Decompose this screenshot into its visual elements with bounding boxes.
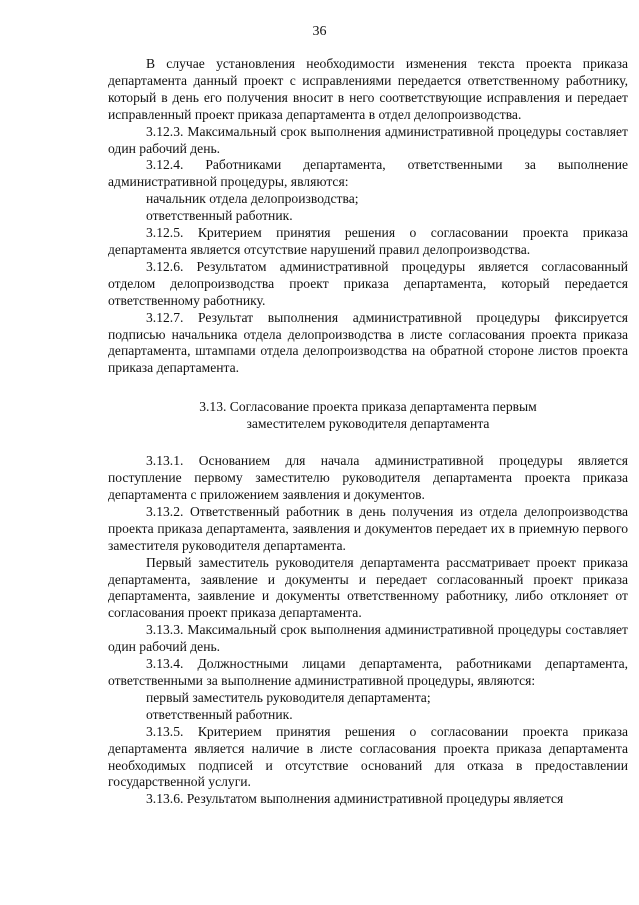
paragraph: Первый заместитель руководителя департамента рассматривает проект приказа департамента, заявление и документы и передает согласованный проект приказа департамента, заявление и документы ответственному работнику, либо отклоняет от согласования проект приказа департамента. — [108, 554, 628, 621]
paragraph: 3.13.2. Ответственный работник в день получения из отдела делопроизводства проекта приказа департамента, заявления и документов передает их в приемную первого заместителя руководителя департамента. — [108, 503, 628, 553]
paragraph: 3.12.5. Критерием принятия решения о согласовании проекта приказа департамента является отсутствие нарушений правил делопроизводства. — [108, 225, 628, 257]
paragraph: 3.12.6. Результатом административной процедуры является согласованный отделом делопроизводства проект приказа департамента, который передается ответственному работнику. — [108, 258, 628, 308]
paragraph: В случае установления необходимости изменения текста проекта приказа департамента данный проект с исправлениями передается ответственному работнику, который в день его получения вносит в него соответствующие исправления и передает исправленный проект приказа департамента в отдел делопроизводства. — [108, 56, 628, 122]
paragraph: 3.12.3. Максимальный срок выполнения административной процедуры составляет один рабочий день. — [108, 123, 628, 156]
paragraph: 3.13.3. Максимальный срок выполнения административной процедуры составляет один рабочий день. — [108, 622, 628, 655]
list-item: начальник отдела делопроизводства; — [146, 191, 359, 207]
paragraph: 3.13.5. Критерием принятия решения о согласовании проекта приказа департамента является наличие в листе согласования проекта приказа департамента необходимых подписей и отсутствие оснований для отказа в предоставлении государственной услуги. — [108, 723, 628, 790]
paragraph: 3.13.4. Должностными лицами департамента, работниками департамента, ответственными за выполнение административной процедуры, являются: — [108, 656, 628, 688]
page-number: 36 — [312, 24, 327, 39]
section-3-12-continued — [108, 56, 628, 377]
section-heading-3-13: 3.13. Согласование проекта приказа департамента первым заместителем руководителя департамента — [199, 399, 537, 432]
list-item: ответственный работник. — [146, 706, 293, 722]
section-3-13-body — [108, 453, 628, 808]
list-item: первый заместитель руководителя департамента; — [146, 689, 431, 705]
paragraph: 3.12.7. Результат выполнения административной процедуры фиксируется подписью начальника отдела делопроизводства в листе согласования проекта приказа департамента, штампами отдела делопроизводства на обратной стороне листов проекта приказа департамента. — [108, 309, 628, 376]
paragraph: 3.12.4. Работниками департамента, ответственными за выполнение административной процедуры, являются: — [108, 157, 628, 190]
list-item: ответственный работник. — [146, 208, 293, 224]
document-body — [108, 56, 628, 808]
paragraph: 3.13.6. Результатом выполнения административной процедуры является — [146, 791, 564, 807]
paragraph: 3.13.1. Основанием для начала административной процедуры является поступление первому заместителю руководителя департамента проекта приказа департамента с приложением заявления и документов. — [108, 453, 628, 503]
